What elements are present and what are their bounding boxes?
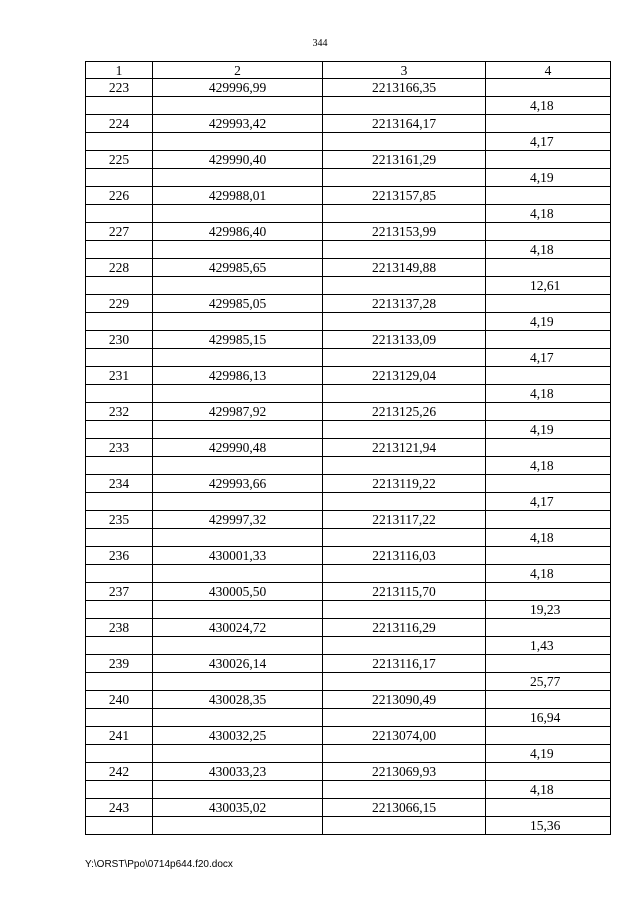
distance-row bbox=[86, 781, 611, 799]
empty-cell bbox=[323, 277, 486, 295]
table-header-row bbox=[86, 62, 611, 79]
x-coordinate-cell: 430032,25 bbox=[153, 727, 323, 745]
empty-cell bbox=[486, 655, 611, 673]
x-coordinate-cell: 430001,33 bbox=[153, 547, 323, 565]
distance-row bbox=[86, 565, 611, 583]
y-coordinate-cell: 2213121,94 bbox=[323, 439, 486, 457]
empty-cell bbox=[153, 493, 323, 511]
empty-cell bbox=[486, 583, 611, 601]
empty-cell bbox=[486, 799, 611, 817]
y-coordinate-cell: 2213074,00 bbox=[323, 727, 486, 745]
empty-cell bbox=[153, 637, 323, 655]
empty-cell bbox=[86, 205, 153, 223]
distance-row bbox=[86, 601, 611, 619]
empty-cell bbox=[153, 313, 323, 331]
empty-cell bbox=[323, 637, 486, 655]
empty-cell bbox=[323, 421, 486, 439]
header-cell-2: 2 bbox=[153, 62, 323, 79]
empty-cell bbox=[486, 547, 611, 565]
empty-cell bbox=[153, 349, 323, 367]
empty-cell bbox=[323, 529, 486, 547]
y-coordinate-cell: 2213125,26 bbox=[323, 403, 486, 421]
empty-cell bbox=[323, 241, 486, 259]
empty-cell bbox=[86, 493, 153, 511]
x-coordinate-cell: 430026,14 bbox=[153, 655, 323, 673]
distance-cell: 4,19 bbox=[486, 421, 611, 439]
point-number-cell: 229 bbox=[86, 295, 153, 313]
point-row bbox=[86, 151, 611, 169]
point-number-cell: 235 bbox=[86, 511, 153, 529]
empty-cell bbox=[323, 565, 486, 583]
empty-cell bbox=[86, 601, 153, 619]
point-row bbox=[86, 583, 611, 601]
empty-cell bbox=[323, 601, 486, 619]
distance-row bbox=[86, 673, 611, 691]
distance-cell: 4,19 bbox=[486, 313, 611, 331]
empty-cell bbox=[86, 133, 153, 151]
point-number-cell: 240 bbox=[86, 691, 153, 709]
point-row bbox=[86, 259, 611, 277]
x-coordinate-cell: 429993,66 bbox=[153, 475, 323, 493]
empty-cell bbox=[153, 817, 323, 835]
point-row bbox=[86, 439, 611, 457]
x-coordinate-cell: 429996,99 bbox=[153, 79, 323, 97]
empty-cell bbox=[486, 475, 611, 493]
distance-cell: 4,18 bbox=[486, 457, 611, 475]
x-coordinate-cell: 429990,40 bbox=[153, 151, 323, 169]
empty-cell bbox=[323, 493, 486, 511]
empty-cell bbox=[86, 385, 153, 403]
y-coordinate-cell: 2213119,22 bbox=[323, 475, 486, 493]
distance-row bbox=[86, 457, 611, 475]
x-coordinate-cell: 429985,05 bbox=[153, 295, 323, 313]
empty-cell bbox=[486, 151, 611, 169]
empty-cell bbox=[86, 781, 153, 799]
empty-cell bbox=[153, 565, 323, 583]
empty-cell bbox=[153, 169, 323, 187]
coordinates-table-body bbox=[86, 62, 611, 835]
empty-cell bbox=[323, 781, 486, 799]
empty-cell bbox=[153, 529, 323, 547]
header-cell-4: 4 bbox=[486, 62, 611, 79]
empty-cell bbox=[153, 133, 323, 151]
distance-cell: 19,23 bbox=[486, 601, 611, 619]
x-coordinate-cell: 430005,50 bbox=[153, 583, 323, 601]
distance-cell: 4,18 bbox=[486, 205, 611, 223]
empty-cell bbox=[153, 277, 323, 295]
y-coordinate-cell: 2213166,35 bbox=[323, 79, 486, 97]
file-path-footer: Y:\ORST\Ppo\0714p644.f20.docx bbox=[85, 859, 233, 870]
point-row bbox=[86, 367, 611, 385]
empty-cell bbox=[486, 367, 611, 385]
distance-cell: 4,18 bbox=[486, 241, 611, 259]
distance-row bbox=[86, 817, 611, 835]
distance-row bbox=[86, 385, 611, 403]
empty-cell bbox=[486, 223, 611, 241]
distance-row bbox=[86, 133, 611, 151]
y-coordinate-cell: 2213157,85 bbox=[323, 187, 486, 205]
point-number-cell: 232 bbox=[86, 403, 153, 421]
y-coordinate-cell: 2213164,17 bbox=[323, 115, 486, 133]
distance-cell: 4,18 bbox=[486, 781, 611, 799]
empty-cell bbox=[153, 781, 323, 799]
distance-row bbox=[86, 205, 611, 223]
empty-cell bbox=[486, 619, 611, 637]
distance-row bbox=[86, 241, 611, 259]
empty-cell bbox=[86, 457, 153, 475]
point-number-cell: 234 bbox=[86, 475, 153, 493]
y-coordinate-cell: 2213115,70 bbox=[323, 583, 486, 601]
empty-cell bbox=[153, 385, 323, 403]
distance-cell: 4,17 bbox=[486, 133, 611, 151]
distance-cell: 4,18 bbox=[486, 97, 611, 115]
distance-row bbox=[86, 421, 611, 439]
empty-cell bbox=[86, 673, 153, 691]
point-number-cell: 233 bbox=[86, 439, 153, 457]
y-coordinate-cell: 2213116,29 bbox=[323, 619, 486, 637]
empty-cell bbox=[86, 421, 153, 439]
x-coordinate-cell: 429997,32 bbox=[153, 511, 323, 529]
empty-cell bbox=[486, 79, 611, 97]
distance-row bbox=[86, 313, 611, 331]
empty-cell bbox=[486, 403, 611, 421]
empty-cell bbox=[86, 745, 153, 763]
y-coordinate-cell: 2213069,93 bbox=[323, 763, 486, 781]
distance-cell: 15,36 bbox=[486, 817, 611, 835]
header-cell-1: 1 bbox=[86, 62, 153, 79]
empty-cell bbox=[86, 817, 153, 835]
y-coordinate-cell: 2213116,17 bbox=[323, 655, 486, 673]
x-coordinate-cell: 430035,02 bbox=[153, 799, 323, 817]
point-row bbox=[86, 331, 611, 349]
empty-cell bbox=[323, 385, 486, 403]
distance-cell: 12,61 bbox=[486, 277, 611, 295]
distance-row bbox=[86, 97, 611, 115]
x-coordinate-cell: 430024,72 bbox=[153, 619, 323, 637]
empty-cell bbox=[486, 259, 611, 277]
empty-cell bbox=[153, 97, 323, 115]
empty-cell bbox=[153, 673, 323, 691]
point-number-cell: 225 bbox=[86, 151, 153, 169]
distance-cell: 4,17 bbox=[486, 349, 611, 367]
empty-cell bbox=[86, 349, 153, 367]
point-row bbox=[86, 655, 611, 673]
point-row bbox=[86, 187, 611, 205]
empty-cell bbox=[486, 439, 611, 457]
point-row bbox=[86, 727, 611, 745]
empty-cell bbox=[86, 637, 153, 655]
distance-cell: 4,18 bbox=[486, 529, 611, 547]
x-coordinate-cell: 429993,42 bbox=[153, 115, 323, 133]
empty-cell bbox=[86, 169, 153, 187]
empty-cell bbox=[86, 241, 153, 259]
distance-row bbox=[86, 493, 611, 511]
empty-cell bbox=[486, 691, 611, 709]
empty-cell bbox=[323, 709, 486, 727]
y-coordinate-cell: 2213116,03 bbox=[323, 547, 486, 565]
x-coordinate-cell: 429985,65 bbox=[153, 259, 323, 277]
point-row bbox=[86, 475, 611, 493]
empty-cell bbox=[486, 331, 611, 349]
distance-cell: 4,19 bbox=[486, 745, 611, 763]
point-row bbox=[86, 403, 611, 421]
empty-cell bbox=[153, 205, 323, 223]
y-coordinate-cell: 2213153,99 bbox=[323, 223, 486, 241]
y-coordinate-cell: 2213133,09 bbox=[323, 331, 486, 349]
empty-cell bbox=[153, 601, 323, 619]
x-coordinate-cell: 429987,92 bbox=[153, 403, 323, 421]
point-number-cell: 223 bbox=[86, 79, 153, 97]
distance-cell: 4,18 bbox=[486, 565, 611, 583]
point-row bbox=[86, 763, 611, 781]
empty-cell bbox=[323, 673, 486, 691]
y-coordinate-cell: 2213066,15 bbox=[323, 799, 486, 817]
distance-row bbox=[86, 169, 611, 187]
empty-cell bbox=[486, 763, 611, 781]
empty-cell bbox=[153, 457, 323, 475]
point-row bbox=[86, 799, 611, 817]
header-cell-3: 3 bbox=[323, 62, 486, 79]
empty-cell bbox=[323, 169, 486, 187]
point-number-cell: 239 bbox=[86, 655, 153, 673]
empty-cell bbox=[486, 187, 611, 205]
empty-cell bbox=[323, 349, 486, 367]
empty-cell bbox=[486, 115, 611, 133]
point-number-cell: 226 bbox=[86, 187, 153, 205]
empty-cell bbox=[323, 133, 486, 151]
point-number-cell: 231 bbox=[86, 367, 153, 385]
distance-cell: 16,94 bbox=[486, 709, 611, 727]
point-number-cell: 237 bbox=[86, 583, 153, 601]
y-coordinate-cell: 2213129,04 bbox=[323, 367, 486, 385]
empty-cell bbox=[86, 313, 153, 331]
y-coordinate-cell: 2213149,88 bbox=[323, 259, 486, 277]
distance-row bbox=[86, 709, 611, 727]
empty-cell bbox=[86, 565, 153, 583]
point-number-cell: 227 bbox=[86, 223, 153, 241]
y-coordinate-cell: 2213117,22 bbox=[323, 511, 486, 529]
x-coordinate-cell: 430033,23 bbox=[153, 763, 323, 781]
point-number-cell: 228 bbox=[86, 259, 153, 277]
empty-cell bbox=[86, 277, 153, 295]
distance-row bbox=[86, 349, 611, 367]
x-coordinate-cell: 429990,48 bbox=[153, 439, 323, 457]
distance-row bbox=[86, 529, 611, 547]
x-coordinate-cell: 429988,01 bbox=[153, 187, 323, 205]
empty-cell bbox=[86, 529, 153, 547]
point-row bbox=[86, 691, 611, 709]
point-row bbox=[86, 295, 611, 313]
point-number-cell: 243 bbox=[86, 799, 153, 817]
x-coordinate-cell: 429985,15 bbox=[153, 331, 323, 349]
empty-cell bbox=[323, 97, 486, 115]
empty-cell bbox=[86, 97, 153, 115]
empty-cell bbox=[153, 421, 323, 439]
empty-cell bbox=[486, 727, 611, 745]
empty-cell bbox=[323, 817, 486, 835]
empty-cell bbox=[323, 313, 486, 331]
point-row bbox=[86, 223, 611, 241]
distance-row bbox=[86, 745, 611, 763]
point-row bbox=[86, 511, 611, 529]
page-number: 344 bbox=[312, 38, 328, 49]
distance-cell: 25,77 bbox=[486, 673, 611, 691]
distance-cell: 4,17 bbox=[486, 493, 611, 511]
point-number-cell: 242 bbox=[86, 763, 153, 781]
y-coordinate-cell: 2213161,29 bbox=[323, 151, 486, 169]
empty-cell bbox=[153, 709, 323, 727]
empty-cell bbox=[486, 295, 611, 313]
coordinates-table bbox=[85, 61, 611, 835]
empty-cell bbox=[323, 205, 486, 223]
point-number-cell: 241 bbox=[86, 727, 153, 745]
point-number-cell: 236 bbox=[86, 547, 153, 565]
x-coordinate-cell: 430028,35 bbox=[153, 691, 323, 709]
empty-cell bbox=[86, 709, 153, 727]
point-row bbox=[86, 619, 611, 637]
empty-cell bbox=[323, 457, 486, 475]
point-number-cell: 230 bbox=[86, 331, 153, 349]
distance-row bbox=[86, 637, 611, 655]
distance-cell: 4,19 bbox=[486, 169, 611, 187]
point-row bbox=[86, 79, 611, 97]
x-coordinate-cell: 429986,13 bbox=[153, 367, 323, 385]
point-row bbox=[86, 115, 611, 133]
empty-cell bbox=[153, 241, 323, 259]
empty-cell bbox=[486, 511, 611, 529]
x-coordinate-cell: 429986,40 bbox=[153, 223, 323, 241]
y-coordinate-cell: 2213137,28 bbox=[323, 295, 486, 313]
point-number-cell: 224 bbox=[86, 115, 153, 133]
distance-cell: 4,18 bbox=[486, 385, 611, 403]
empty-cell bbox=[323, 745, 486, 763]
distance-row bbox=[86, 277, 611, 295]
empty-cell bbox=[153, 745, 323, 763]
y-coordinate-cell: 2213090,49 bbox=[323, 691, 486, 709]
distance-cell: 1,43 bbox=[486, 637, 611, 655]
point-row bbox=[86, 547, 611, 565]
point-number-cell: 238 bbox=[86, 619, 153, 637]
